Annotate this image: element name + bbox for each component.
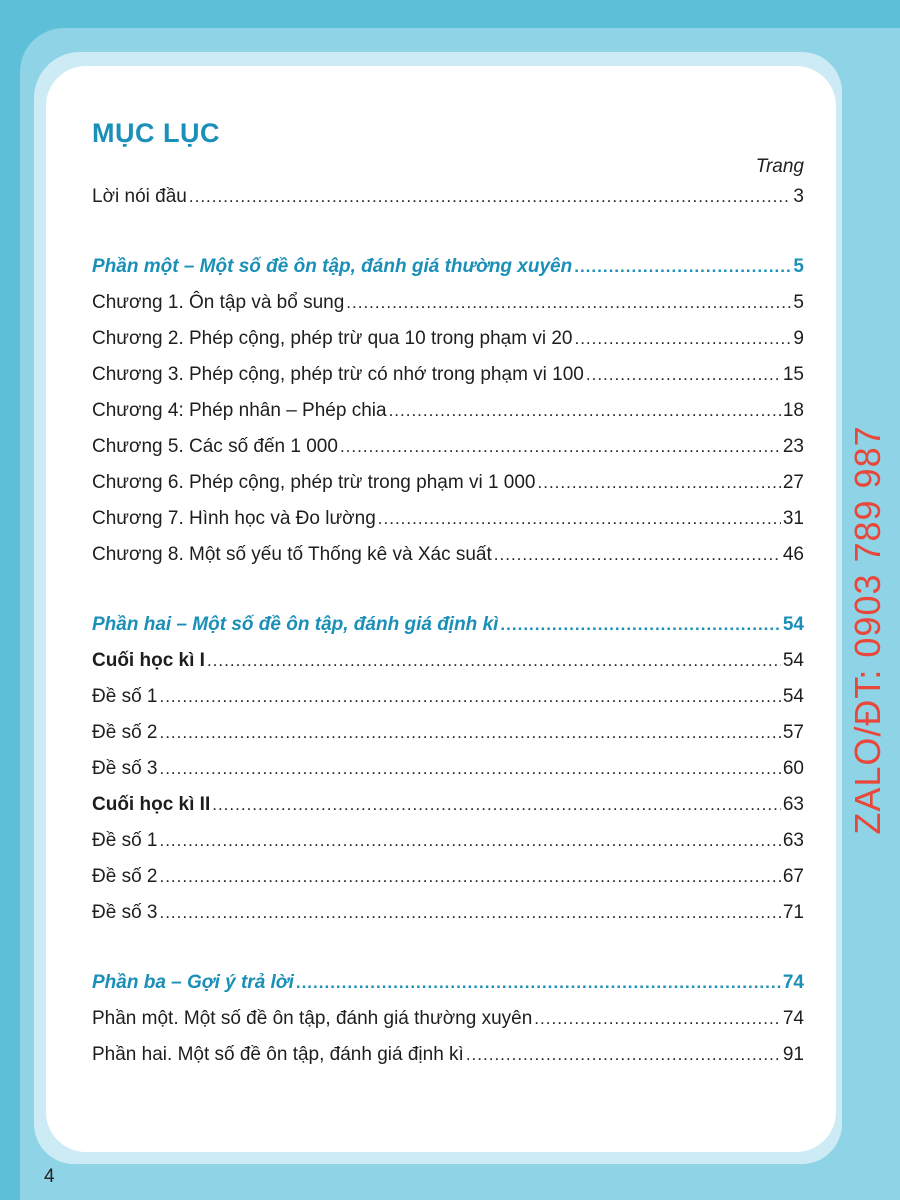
dot-leader <box>159 723 780 743</box>
dot-leader <box>538 473 781 493</box>
toc-entry-label: Phần hai. Một số đề ôn tập, đánh giá định kì <box>92 1044 464 1065</box>
dot-leader <box>389 401 781 421</box>
toc-part-two[interactable] <box>92 614 804 650</box>
toc-entry-label: Cuối học kì I <box>92 650 205 671</box>
section-spacer <box>92 938 804 972</box>
toc-entry-page: 71 <box>782 902 804 923</box>
toc-entry-page: 63 <box>782 794 804 815</box>
toc-entry-page: 3 <box>793 186 804 207</box>
dot-leader <box>212 795 781 815</box>
section-spacer <box>92 580 804 614</box>
toc-chapter[interactable] <box>92 472 804 508</box>
toc-entry-label: Lời nói đầu <box>92 186 187 207</box>
section-spacer <box>92 222 804 256</box>
dot-leader <box>586 365 781 385</box>
toc-entry-label: Cuối học kì II <box>92 794 211 815</box>
page-title: MỤC LỤC <box>92 118 220 148</box>
contact-watermark: ZALO/ĐT: 0903 789 987 <box>847 425 888 835</box>
toc-chapter[interactable] <box>92 436 804 472</box>
dot-leader <box>207 651 781 671</box>
toc-entry-label: Đề số 1 <box>92 830 158 851</box>
dot-leader <box>494 545 781 565</box>
toc-entry-label: Đề số 3 <box>92 902 158 923</box>
toc-entry-page: 67 <box>782 866 804 887</box>
toc-entry-page: 54 <box>782 686 804 707</box>
toc-chapter[interactable] <box>92 400 804 436</box>
toc-part-page: 5 <box>793 256 804 277</box>
toc-entry-page: 9 <box>793 328 804 349</box>
toc-entry-label: Chương 6. Phép cộng, phép trừ trong phạm vi 1 000 <box>92 472 536 493</box>
toc-test[interactable] <box>92 722 804 758</box>
toc-part-label: Phần ba – Gợi ý trả lời <box>92 972 294 993</box>
dot-leader <box>346 293 791 313</box>
toc-part-page: 54 <box>782 614 804 635</box>
toc-entry-label: Chương 3. Phép cộng, phép trừ có nhớ trong phạm vi 100 <box>92 364 584 385</box>
toc-entry-page: 23 <box>782 436 804 457</box>
toc-answer-section[interactable] <box>92 1008 804 1044</box>
toc-test[interactable] <box>92 902 804 938</box>
toc-entry-label: Đề số 2 <box>92 722 158 743</box>
dot-leader <box>574 329 791 349</box>
toc-entry-page: 74 <box>782 1008 804 1029</box>
toc-chapter[interactable] <box>92 544 804 580</box>
table-of-contents <box>92 186 804 1080</box>
page-number: 4 <box>44 1166 55 1187</box>
toc-entry-page: 18 <box>782 400 804 421</box>
toc-entry-page: 31 <box>782 508 804 529</box>
dot-leader <box>378 509 781 529</box>
toc-entry-intro[interactable] <box>92 186 804 222</box>
dot-leader <box>159 831 780 851</box>
dot-leader <box>534 1009 781 1029</box>
page-column-label: Trang <box>755 156 804 177</box>
dot-leader <box>340 437 781 457</box>
toc-entry-label: Chương 1. Ôn tập và bổ sung <box>92 292 345 313</box>
dot-leader <box>159 687 780 707</box>
toc-chapter[interactable] <box>92 292 804 328</box>
toc-entry-page: 5 <box>793 292 804 313</box>
toc-entry-page: 46 <box>782 544 804 565</box>
toc-part-one[interactable] <box>92 256 804 292</box>
toc-term-two[interactable] <box>92 794 804 830</box>
toc-chapter[interactable] <box>92 508 804 544</box>
toc-test[interactable] <box>92 686 804 722</box>
toc-entry-label: Chương 7. Hình học và Đo lường <box>92 508 376 529</box>
toc-entry-label: Đề số 3 <box>92 758 158 779</box>
toc-part-label: Phần hai – Một số đề ôn tập, đánh giá định kì <box>92 614 499 635</box>
toc-entry-page: 27 <box>782 472 804 493</box>
toc-test[interactable] <box>92 758 804 794</box>
toc-entry-page: 15 <box>782 364 804 385</box>
dot-leader <box>574 257 791 277</box>
dot-leader <box>159 759 780 779</box>
toc-part-label: Phần một – Một số đề ôn tập, đánh giá thường xuyên <box>92 256 573 277</box>
toc-test[interactable] <box>92 830 804 866</box>
dot-leader <box>500 615 780 635</box>
toc-part-page: 74 <box>782 972 804 993</box>
toc-entry-label: Đề số 1 <box>92 686 158 707</box>
dot-leader <box>159 903 780 923</box>
toc-answer-section[interactable] <box>92 1044 804 1080</box>
toc-entry-label: Phần một. Một số đề ôn tập, đánh giá thường xuyên <box>92 1008 533 1029</box>
toc-term-one[interactable] <box>92 650 804 686</box>
toc-entry-page: 57 <box>782 722 804 743</box>
toc-test[interactable] <box>92 866 804 902</box>
toc-part-three[interactable] <box>92 972 804 1008</box>
toc-chapter[interactable] <box>92 364 804 400</box>
toc-entry-label: Đề số 2 <box>92 866 158 887</box>
toc-entry-label: Chương 4: Phép nhân – Phép chia <box>92 400 387 421</box>
toc-entry-label: Chương 2. Phép cộng, phép trừ qua 10 trong phạm vi 20 <box>92 328 573 349</box>
toc-entry-page: 91 <box>782 1044 804 1065</box>
dot-leader <box>189 187 792 207</box>
toc-entry-page: 60 <box>782 758 804 779</box>
dot-leader <box>159 867 780 887</box>
toc-entry-label: Chương 5. Các số đến 1 000 <box>92 436 338 457</box>
dot-leader <box>466 1045 781 1065</box>
toc-chapter[interactable] <box>92 328 804 364</box>
dot-leader <box>296 973 781 993</box>
toc-entry-page: 54 <box>782 650 804 671</box>
toc-entry-page: 63 <box>782 830 804 851</box>
toc-entry-label: Chương 8. Một số yếu tố Thống kê và Xác suất <box>92 544 492 565</box>
